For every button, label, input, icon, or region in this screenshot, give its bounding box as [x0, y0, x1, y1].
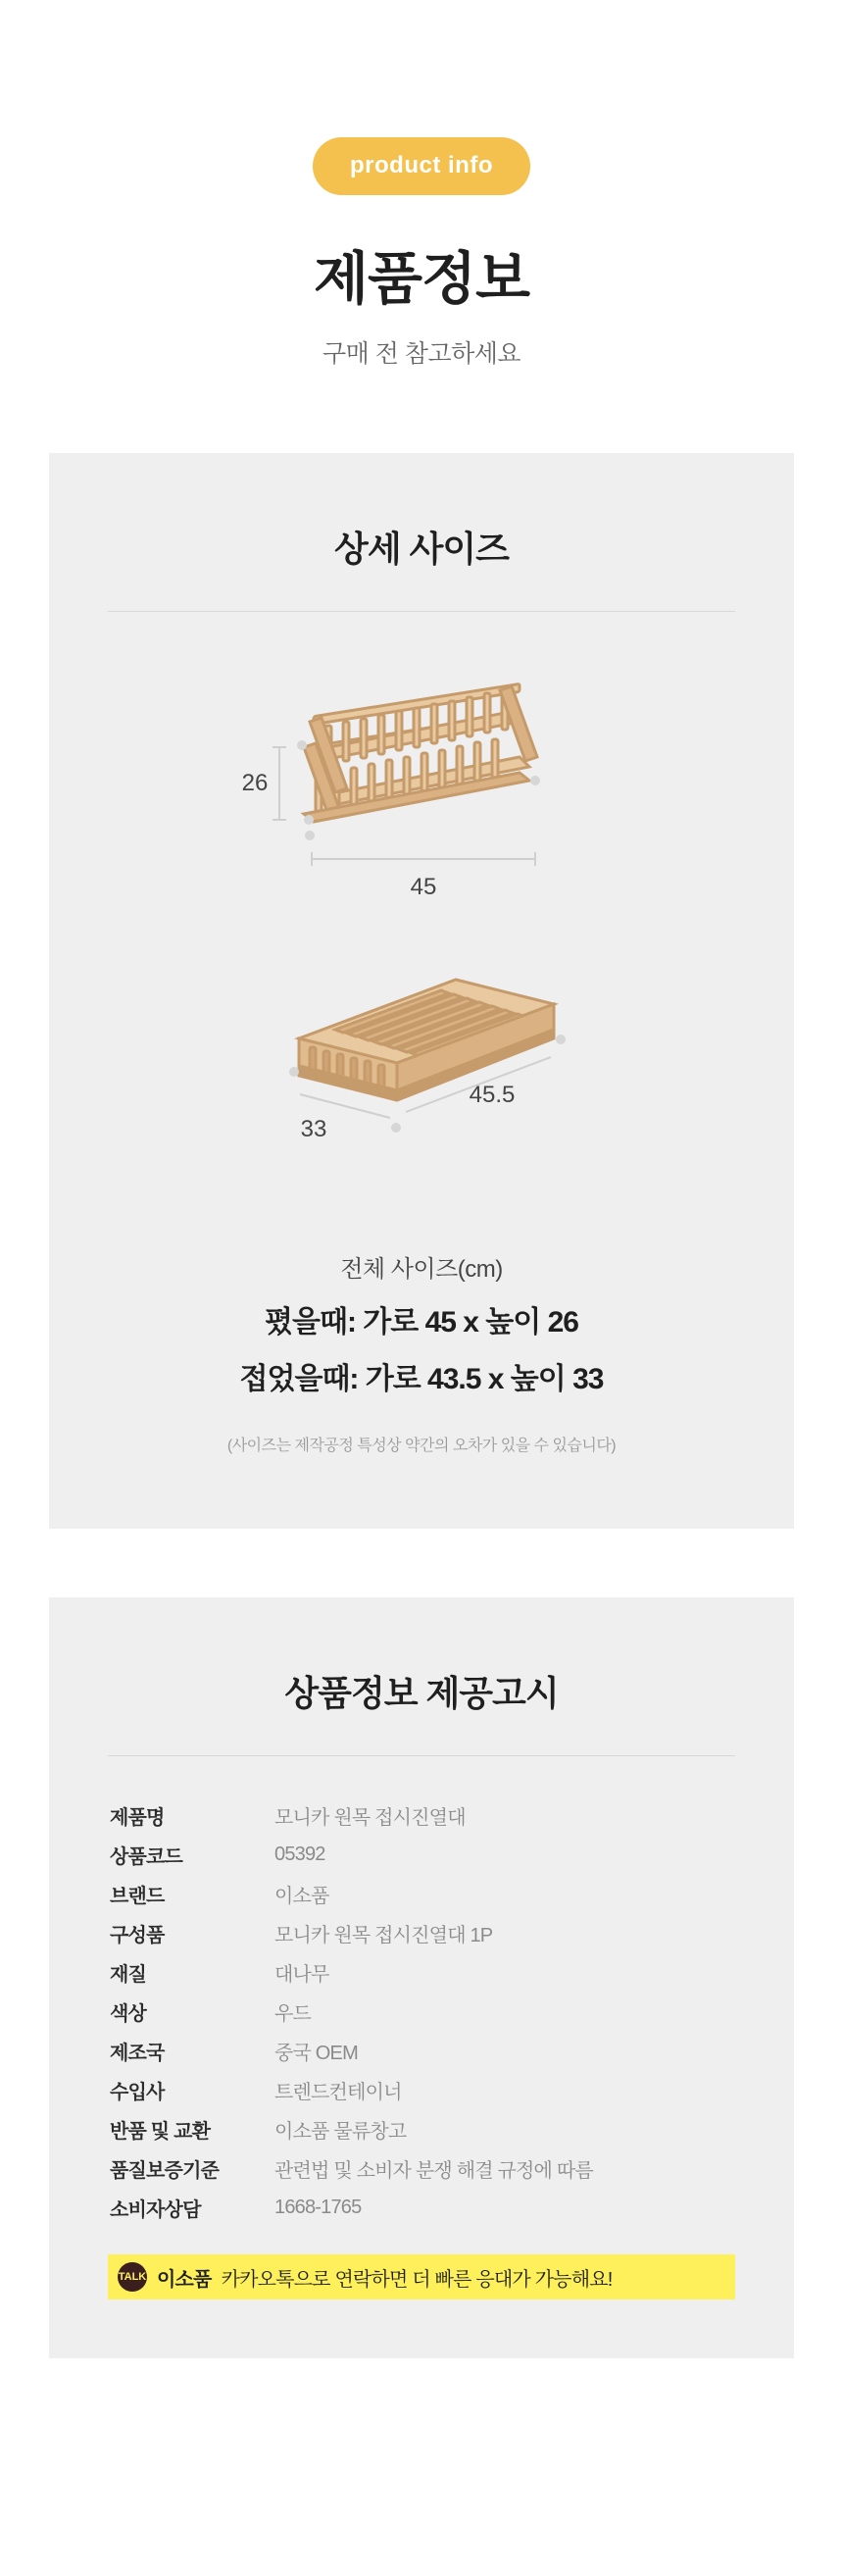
- size-panel-title: 상세 사이즈: [334, 529, 509, 569]
- row-label: 구성품: [110, 1924, 165, 1946]
- kakaotalk-icon: TALK: [118, 2262, 147, 2292]
- dimension-dot: [556, 1035, 566, 1044]
- folded-width-label: 45.5: [469, 1082, 516, 1108]
- open-rack-diagram: [108, 631, 735, 945]
- row-value: 중국 OEM: [274, 2042, 358, 2064]
- row-label: 수입사: [110, 2081, 165, 2103]
- open-width-label: 45: [410, 874, 437, 900]
- dimension-dot: [305, 831, 315, 840]
- row-value: 이소품: [274, 1885, 329, 1907]
- row-value: 1668-1765: [274, 2196, 362, 2218]
- size-panel: [49, 453, 794, 1529]
- row-label: 제품명: [110, 1806, 165, 1829]
- table-row: [108, 2188, 735, 2227]
- dimension-dot: [391, 1123, 401, 1133]
- row-value: 대나무: [274, 1963, 329, 1986]
- page-header: [0, 0, 843, 370]
- dimension-dot: [304, 815, 314, 825]
- size-diagrams: [108, 631, 735, 1210]
- table-row: [108, 1835, 735, 1874]
- row-label: 브랜드: [110, 1885, 165, 1907]
- table-row: [108, 1992, 735, 2031]
- row-label: 상품코드: [110, 1845, 183, 1868]
- folded-rack-diagram: [108, 945, 735, 1210]
- dimension-dot: [530, 776, 540, 785]
- size-folded-text: 접었을때: 가로 43.5 x 높이 33: [239, 1363, 604, 1395]
- row-value: 관련법 및 소비자 분쟁 해결 규정에 따름: [274, 2159, 593, 2182]
- row-value: 우드: [274, 2002, 312, 2025]
- height-dimension-line: [273, 747, 286, 820]
- row-label: 제조국: [110, 2042, 165, 2064]
- size-panel-divider: [108, 611, 735, 612]
- notice-panel-divider: [108, 1755, 735, 1756]
- depth-dimension-line: [300, 1094, 390, 1118]
- open-height-label: 26: [241, 770, 269, 796]
- kakao-message: 카카오톡으로 연락하면 더 빠른 응대가 가능해요!: [221, 2268, 613, 2291]
- kakao-brand-label: 이소품: [157, 2268, 212, 2291]
- row-value: 이소품 물류창고: [274, 2120, 407, 2143]
- table-row: [108, 2031, 735, 2070]
- row-label: 재질: [110, 1963, 147, 1986]
- row-label: 반품 및 교환: [110, 2120, 211, 2143]
- row-label: 색상: [110, 2002, 147, 2025]
- row-value: 모니카 원목 접시진열대 1P: [274, 1924, 493, 1946]
- dimension-dot: [297, 740, 307, 750]
- row-label: 소비자상담: [110, 2198, 201, 2221]
- product-info-badge: product info: [313, 137, 530, 195]
- table-row: [108, 2109, 735, 2148]
- table-row: [108, 2070, 735, 2109]
- table-row: [108, 1874, 735, 1913]
- table-row: [108, 1952, 735, 1992]
- kakao-contact-bar[interactable]: [108, 2254, 735, 2299]
- size-summary-label: 전체 사이즈(cm): [340, 1256, 503, 1283]
- page-title: 제품정보: [313, 247, 530, 311]
- width-dimension-line: [312, 852, 535, 866]
- folded-depth-label: 33: [300, 1116, 327, 1142]
- size-summary: [49, 1249, 794, 1397]
- product-notice-table: [108, 1795, 735, 2227]
- page-subtitle: 구매 전 참고하세요: [322, 340, 521, 368]
- table-row: [108, 1913, 735, 1952]
- table-row: [108, 2148, 735, 2188]
- dimension-dot: [289, 1067, 299, 1077]
- table-row: [108, 1795, 735, 1835]
- product-notice-panel: [49, 1597, 794, 2358]
- notice-panel-title: 상품정보 제공고시: [284, 1673, 559, 1713]
- size-note: (사이즈는 제작공정 특성상 약간의 오차가 있을 수 있습니다): [226, 1438, 617, 1454]
- row-value: 05392: [274, 1843, 325, 1865]
- size-open-text: 폈을때: 가로 45 x 높이 26: [265, 1306, 578, 1339]
- row-value: 모니카 원목 접시진열대: [274, 1806, 466, 1829]
- row-label: 품질보증기준: [110, 2159, 220, 2182]
- row-value: 트렌드컨테이너: [274, 2081, 402, 2103]
